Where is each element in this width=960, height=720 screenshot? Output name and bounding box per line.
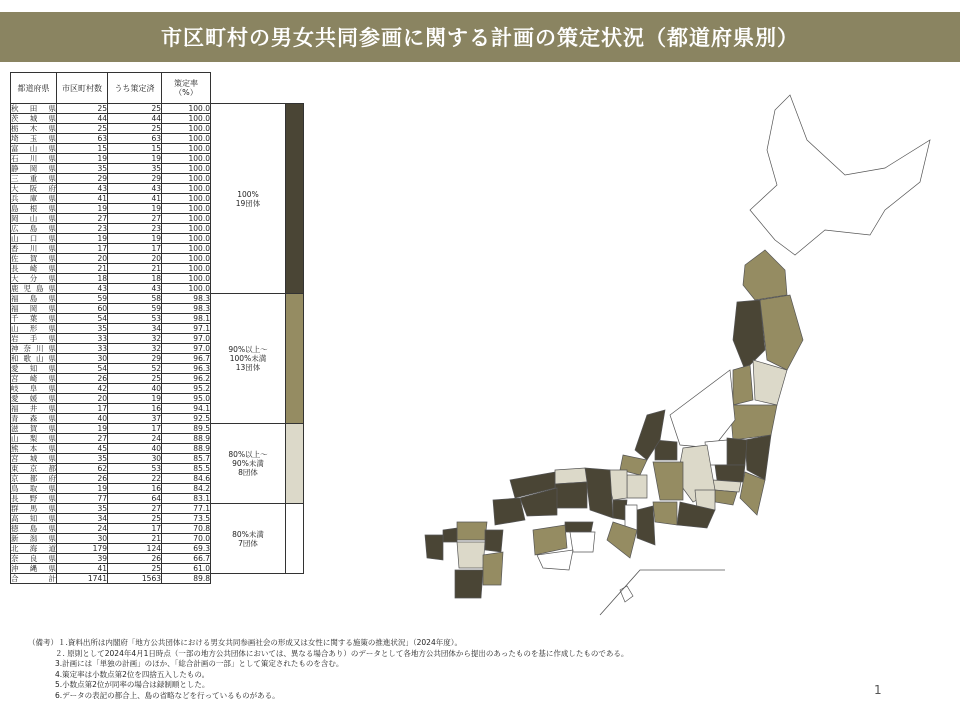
pref-name: 群馬県 [11, 504, 56, 513]
pref-name: 大分県 [11, 274, 56, 283]
rate-value: 100.0 [162, 154, 211, 164]
pref-name: 北海道 [11, 544, 56, 553]
pref-name: 宮城県 [11, 454, 56, 463]
rate-value: 66.7 [162, 554, 211, 564]
muni-count: 60 [57, 304, 108, 314]
note-line: ２. 原則として2024年4月1日時点（一部の地方公共団体においては、異なる場合あり）のデータとして各地方公共団体から提出のあったものを基に作成したものである。 [55, 648, 629, 658]
pref-name: 兵庫県 [11, 194, 56, 203]
done-count: 124 [108, 544, 162, 554]
muni-count: 35 [57, 454, 108, 464]
pref-name: 京都府 [11, 474, 56, 483]
muni-count: 39 [57, 554, 108, 564]
muni-count: 20 [57, 254, 108, 264]
rate-value: 100.0 [162, 264, 211, 274]
pref-name: 山口県 [11, 234, 56, 243]
muni-count: 26 [57, 374, 108, 384]
rate-value: 88.9 [162, 444, 211, 454]
shiga-shape [627, 475, 647, 498]
rate-value: 92.5 [162, 414, 211, 424]
done-count: 17 [108, 424, 162, 434]
done-count: 41 [108, 194, 162, 204]
done-count: 30 [108, 454, 162, 464]
done-count: 40 [108, 444, 162, 454]
gifu-shape [653, 462, 683, 500]
pref-name: 長野県 [11, 494, 56, 503]
muni-count: 59 [57, 294, 108, 304]
pref-name: 宮崎県 [11, 374, 56, 383]
rate-value: 94.1 [162, 404, 211, 414]
pref-name: 山形県 [11, 324, 56, 333]
rate-value: 100.0 [162, 244, 211, 254]
kagoshima-shape [455, 570, 483, 598]
muni-count: 27 [57, 214, 108, 224]
done-count: 32 [108, 344, 162, 354]
pref-name: 長崎県 [11, 264, 56, 273]
pref-name: 三重県 [11, 174, 56, 183]
group-label-line: 7団体 [238, 538, 258, 548]
muni-count: 35 [57, 164, 108, 174]
done-count: 59 [108, 304, 162, 314]
tottori-shape [555, 468, 587, 484]
muni-count: 34 [57, 514, 108, 524]
done-count: 64 [108, 494, 162, 504]
pref-name: 岡山県 [11, 214, 56, 223]
rate-value: 98.3 [162, 294, 211, 304]
notes [28, 638, 628, 702]
rate-value: 100.0 [162, 134, 211, 144]
ehime-shape [533, 525, 567, 555]
muni-count: 17 [57, 404, 108, 414]
group-label-line: 100% [237, 189, 259, 199]
done-count: 25 [108, 124, 162, 134]
muni-count: 17 [57, 244, 108, 254]
saga-shape [443, 528, 457, 542]
done-count: 44 [108, 114, 162, 124]
done-count: 25 [108, 564, 162, 574]
pref-name: 茨城県 [11, 114, 56, 123]
note-line: （備考）１.資料出所は内閣府「地方公共団体における男女共同参画社会の形成又は女性に関する施策の推進状況」（2024年度）。 [28, 638, 462, 647]
done-count: 17 [108, 244, 162, 254]
akita-shape [733, 300, 765, 370]
done-count: 21 [108, 264, 162, 274]
done-count: 53 [108, 314, 162, 324]
rate-value: 84.6 [162, 474, 211, 484]
niigata-shape [670, 370, 735, 448]
pref-name: 高知県 [11, 514, 56, 523]
pref-name: 愛媛県 [11, 394, 56, 403]
pref-name: 栃木県 [11, 124, 56, 133]
pref-name: 石川県 [11, 154, 56, 163]
pref-name: 広島県 [11, 224, 56, 233]
japan-map [415, 70, 960, 630]
muni-count: 42 [57, 384, 108, 394]
pref-name: 千葉県 [11, 314, 56, 323]
done-count: 19 [108, 394, 162, 404]
muni-count: 40 [57, 414, 108, 424]
total-done: 1563 [108, 574, 162, 584]
muni-count: 20 [57, 394, 108, 404]
kanagawa-shape [715, 490, 737, 505]
pref-name: 新潟県 [11, 534, 56, 543]
table-row [11, 104, 304, 114]
muni-count: 23 [57, 224, 108, 234]
muni-count: 30 [57, 534, 108, 544]
pref-name: 岐阜県 [11, 384, 56, 393]
mie-shape [637, 506, 655, 545]
muni-count: 35 [57, 324, 108, 334]
hokkaido-shape [750, 95, 930, 255]
aomori-shape [743, 250, 787, 300]
muni-count: 19 [57, 234, 108, 244]
done-count: 43 [108, 284, 162, 294]
pref-name: 山梨県 [11, 434, 56, 443]
done-count: 16 [108, 404, 162, 414]
pref-name: 埼玉県 [11, 134, 56, 143]
pref-name: 福井県 [11, 404, 56, 413]
group-color-swatch [286, 504, 304, 574]
rate-value: 100.0 [162, 124, 211, 134]
muni-count: 41 [57, 194, 108, 204]
oita-shape [485, 530, 503, 552]
pref-name: 富山県 [11, 144, 56, 153]
muni-count: 19 [57, 484, 108, 494]
rate-value: 85.5 [162, 464, 211, 474]
rate-value: 97.0 [162, 334, 211, 344]
iwate-shape [760, 295, 803, 370]
rate-value: 100.0 [162, 214, 211, 224]
note-line: 3.計画には「単独の計画」のほか、「総合計画の一部」として策定されたものを含む。 [55, 659, 344, 669]
muni-count: 19 [57, 154, 108, 164]
group-label-line: 90%未満 [232, 459, 264, 468]
group-label [211, 104, 286, 294]
total-count: 1741 [57, 574, 108, 584]
kagawa-shape [565, 522, 593, 532]
rate-value: 100.0 [162, 144, 211, 154]
done-count: 22 [108, 474, 162, 484]
group-label [211, 294, 286, 424]
rate-value: 100.0 [162, 254, 211, 264]
muni-count: 62 [57, 464, 108, 474]
rate-value: 100.0 [162, 184, 211, 194]
muni-count: 19 [57, 204, 108, 214]
muni-count: 18 [57, 274, 108, 284]
done-count: 25 [108, 514, 162, 524]
muni-count: 63 [57, 134, 108, 144]
muni-count: 44 [57, 114, 108, 124]
muni-count: 30 [57, 354, 108, 364]
rate-value: 70.0 [162, 534, 211, 544]
done-count: 25 [108, 374, 162, 384]
hyogo-shape [585, 468, 613, 518]
done-count: 18 [108, 274, 162, 284]
done-count: 19 [108, 154, 162, 164]
table-total-row [11, 574, 304, 584]
muni-count: 24 [57, 524, 108, 534]
muni-count: 21 [57, 264, 108, 274]
rate-value: 100.0 [162, 174, 211, 184]
muni-count: 19 [57, 424, 108, 434]
muni-count: 15 [57, 144, 108, 154]
page-number: 1 [874, 683, 882, 697]
done-count: 24 [108, 434, 162, 444]
group-label-line: 19団体 [235, 198, 261, 208]
pref-name: 静岡県 [11, 164, 56, 173]
rate-value: 70.8 [162, 524, 211, 534]
muni-count: 54 [57, 364, 108, 374]
rate-value: 77.1 [162, 504, 211, 514]
group-label-line: 13団体 [235, 363, 261, 372]
rate-value: 84.2 [162, 484, 211, 494]
rate-value: 69.3 [162, 544, 211, 554]
done-count: 21 [108, 534, 162, 544]
muni-count: 43 [57, 184, 108, 194]
group-color-swatch [286, 294, 304, 424]
done-count: 25 [108, 104, 162, 114]
pref-name: 大阪府 [11, 184, 56, 193]
col-header-pref: 都道府県 [11, 73, 57, 104]
pref-name: 島根県 [11, 204, 56, 213]
prefecture-table [10, 72, 304, 584]
yamaguchi-shape [493, 498, 525, 525]
done-count: 63 [108, 134, 162, 144]
col-header-count: 市区町村数 [57, 73, 108, 104]
pref-name: 東京都 [11, 464, 56, 473]
pref-name: 和歌山県 [11, 354, 56, 363]
pref-name: 熊本県 [11, 444, 56, 453]
tokushima-shape [570, 532, 595, 552]
pref-name: 鹿児島県 [11, 284, 56, 293]
muni-count: 45 [57, 444, 108, 454]
rate-value: 100.0 [162, 224, 211, 234]
note-line: 6.データの表記の都合上、島の省略などを行っているものがある。 [55, 690, 280, 700]
muni-count: 33 [57, 344, 108, 354]
saitama-shape [715, 465, 745, 482]
pref-name: 奈良県 [11, 554, 56, 563]
pref-name: 愛知県 [11, 364, 56, 373]
table-row [11, 294, 304, 304]
group-label-line: 80%以上～ [228, 450, 268, 459]
group-label-line: 8団体 [238, 468, 258, 477]
done-count: 27 [108, 214, 162, 224]
table-row [11, 424, 304, 434]
group-label [211, 504, 286, 574]
done-count: 29 [108, 354, 162, 364]
done-count: 40 [108, 384, 162, 394]
rate-value: 96.7 [162, 354, 211, 364]
rate-value: 61.0 [162, 564, 211, 574]
muni-count: 77 [57, 494, 108, 504]
rate-value: 98.3 [162, 304, 211, 314]
muni-count: 25 [57, 104, 108, 114]
okinawa-shape [620, 586, 633, 602]
pref-name: 香川県 [11, 244, 56, 253]
fukushima-shape [730, 405, 777, 440]
page-title: 市区町村の男女共同参画に関する計画の策定状況（都道府県別） [161, 26, 799, 50]
pref-name: 滋賀県 [11, 424, 56, 433]
rate-value: 100.0 [162, 284, 211, 294]
aichi-shape [653, 502, 677, 525]
total-rate: 89.8 [162, 574, 211, 584]
group-color-swatch [286, 424, 304, 504]
rate-value: 89.5 [162, 424, 211, 434]
done-count: 15 [108, 144, 162, 154]
muni-count: 26 [57, 474, 108, 484]
total-label: 合 計 [11, 574, 56, 583]
done-count: 52 [108, 364, 162, 374]
muni-count: 54 [57, 314, 108, 324]
rate-value: 95.0 [162, 394, 211, 404]
done-count: 19 [108, 204, 162, 214]
pref-name: 秋田県 [11, 104, 56, 113]
done-count: 29 [108, 174, 162, 184]
rate-value: 96.3 [162, 364, 211, 374]
note-line: 4.策定率は小数点第2位を四捨五入したもの。 [55, 669, 210, 679]
rate-value: 100.0 [162, 204, 211, 214]
kumamoto-shape [457, 542, 485, 568]
col-header-done: うち策定済 [108, 73, 162, 104]
rate-value: 96.2 [162, 374, 211, 384]
title-bar [0, 12, 960, 62]
col-header-rate: 策定率 （%） [162, 73, 211, 104]
group-label-line: 100%未満 [229, 354, 267, 363]
rate-value: 100.0 [162, 274, 211, 284]
done-count: 17 [108, 524, 162, 534]
rate-value: 97.1 [162, 324, 211, 334]
done-count: 19 [108, 234, 162, 244]
pref-name: 福岡県 [11, 304, 56, 313]
rate-value: 73.5 [162, 514, 211, 524]
muni-count: 27 [57, 434, 108, 444]
rate-value: 97.0 [162, 344, 211, 354]
done-count: 32 [108, 334, 162, 344]
pref-name: 鳥取県 [11, 484, 56, 493]
rate-value: 100.0 [162, 234, 211, 244]
rate-value: 100.0 [162, 194, 211, 204]
done-count: 34 [108, 324, 162, 334]
group-label [211, 424, 286, 504]
rate-value: 98.1 [162, 314, 211, 324]
okayama-shape [555, 482, 587, 508]
muni-count: 35 [57, 504, 108, 514]
done-count: 37 [108, 414, 162, 424]
done-count: 27 [108, 504, 162, 514]
pref-name: 福島県 [11, 294, 56, 303]
rate-value: 100.0 [162, 164, 211, 174]
group-label-line: 80%未満 [232, 529, 264, 539]
rate-value: 100.0 [162, 114, 211, 124]
pref-name: 青森県 [11, 414, 56, 423]
table-header [11, 73, 304, 104]
tochigi-shape [727, 438, 747, 465]
pref-name: 沖縄県 [11, 564, 56, 573]
muni-count: 25 [57, 124, 108, 134]
note-line: 5.小数点第2位が同率の場合は録制順とした。 [55, 680, 210, 690]
nagasaki-shape [425, 535, 443, 560]
done-count: 23 [108, 224, 162, 234]
miyazaki-shape [483, 552, 503, 585]
muni-count: 33 [57, 334, 108, 344]
done-count: 58 [108, 294, 162, 304]
pref-name: 岩手県 [11, 334, 56, 343]
muni-count: 29 [57, 174, 108, 184]
done-count: 53 [108, 464, 162, 474]
muni-count: 41 [57, 564, 108, 574]
rate-value: 88.9 [162, 434, 211, 444]
done-count: 26 [108, 554, 162, 564]
pref-name: 佐賀県 [11, 254, 56, 263]
muni-count: 179 [57, 544, 108, 554]
group-label-line: 90%以上～ [228, 345, 268, 354]
chiba-shape [740, 472, 765, 515]
pref-name: 徳島県 [11, 524, 56, 533]
done-count: 35 [108, 164, 162, 174]
rate-value: 85.7 [162, 454, 211, 464]
group-color-swatch [286, 104, 304, 294]
done-count: 16 [108, 484, 162, 494]
done-count: 43 [108, 184, 162, 194]
table-row [11, 504, 304, 514]
rate-value: 83.1 [162, 494, 211, 504]
okinawa-inset-frame [600, 570, 725, 615]
yamagata-shape [733, 365, 753, 405]
rate-value: 100.0 [162, 104, 211, 114]
rate-value: 95.2 [162, 384, 211, 394]
done-count: 20 [108, 254, 162, 264]
muni-count: 43 [57, 284, 108, 294]
fukuoka-shape [457, 522, 487, 540]
pref-name: 神奈川県 [11, 344, 56, 353]
